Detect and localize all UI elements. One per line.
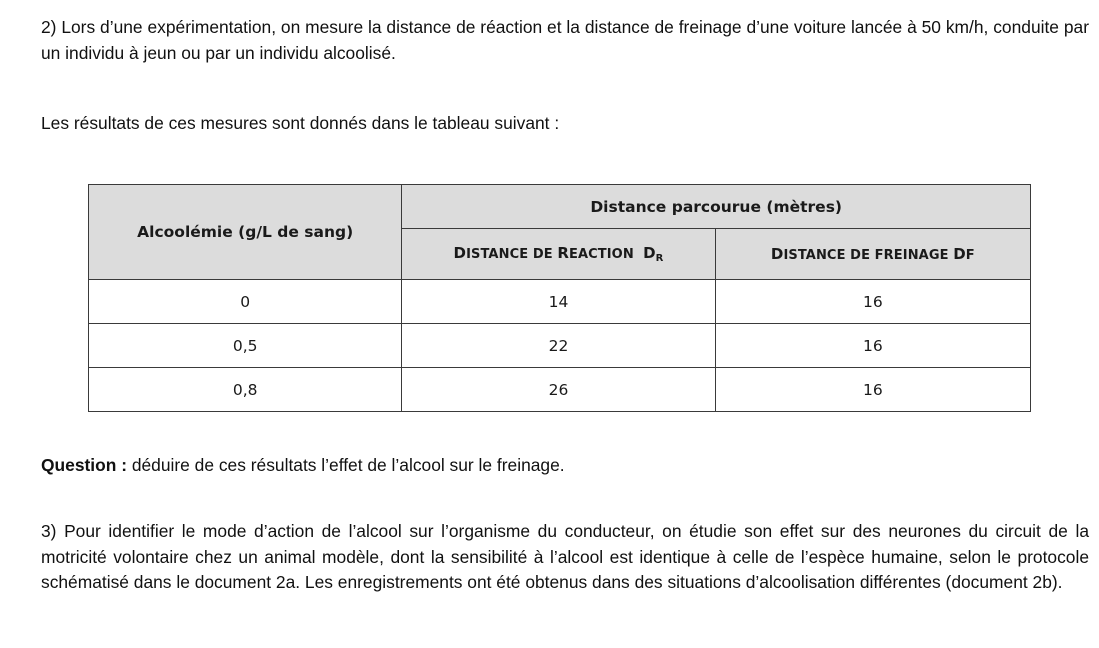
cell-alcool: 0,5: [89, 324, 402, 368]
freinage-rest1: ISTANCE DE FREINAGE: [783, 248, 954, 263]
reaction-symbol: D: [643, 244, 656, 262]
cell-freinage: 16: [715, 324, 1030, 368]
cell-freinage: 16: [715, 368, 1030, 412]
cell-freinage: 16: [715, 280, 1030, 324]
freinage-symbol: D: [953, 245, 966, 263]
header-row: [89, 185, 1031, 229]
question-label: Question :: [41, 455, 127, 475]
reaction-rest2: EACTION: [568, 247, 634, 262]
intro-paragraph: 2) Lors d’une expérimentation, on mesure la distance de réaction et la distance de freinage d’une voiture lancée à 50 km/h, conduite par un individu à jeun ou par un individu alcoolisé.: [41, 17, 1089, 63]
reaction-cap1: D: [453, 244, 467, 262]
results-table: [88, 184, 1031, 412]
reaction-cap2: R: [557, 244, 569, 262]
table-row: [89, 368, 1031, 412]
cell-reaction: 26: [402, 368, 715, 412]
cell-reaction: 22: [402, 324, 715, 368]
col-header-alcoolemie: Alcoolémie (g/L de sang): [89, 185, 402, 280]
cell-alcool: 0: [89, 280, 402, 324]
table-row: [89, 324, 1031, 368]
question-paragraph: [41, 453, 1089, 479]
col-header-freinage: [715, 229, 1030, 280]
cell-alcool: 0,8: [89, 368, 402, 412]
question-text: déduire de ces résultats l’effet de l’alcool sur le freinage.: [127, 455, 565, 475]
freinage-cap1: D: [770, 245, 784, 263]
cell-reaction: 14: [402, 280, 715, 324]
reaction-symbol-sub: R: [655, 253, 664, 264]
col-header-distance-group: Distance parcourue (mètres): [402, 185, 1031, 229]
reaction-rest1: ISTANCE DE: [466, 247, 558, 262]
col-header-reaction: [402, 229, 715, 280]
freinage-symbol-suffix: F: [965, 248, 975, 263]
table-row: [89, 280, 1031, 324]
table-lead-text: Les résultats de ces mesures sont donnés dans le tableau suivant :: [41, 113, 560, 133]
part3-paragraph: 3) Pour identifier le mode d’action de l’alcool sur l’organisme du conducteur, on étudie son effet sur des neurones du circuit de la motricité volontaire chez un animal modèle, dont la sensibilité à l’alcool est identique à celle de l’espèce humaine, selon le protocole schématisé dans le document 2a. Les enregistrements ont été obtenus dans des situations d’alcoolisation différentes (document 2b).: [41, 521, 1089, 592]
